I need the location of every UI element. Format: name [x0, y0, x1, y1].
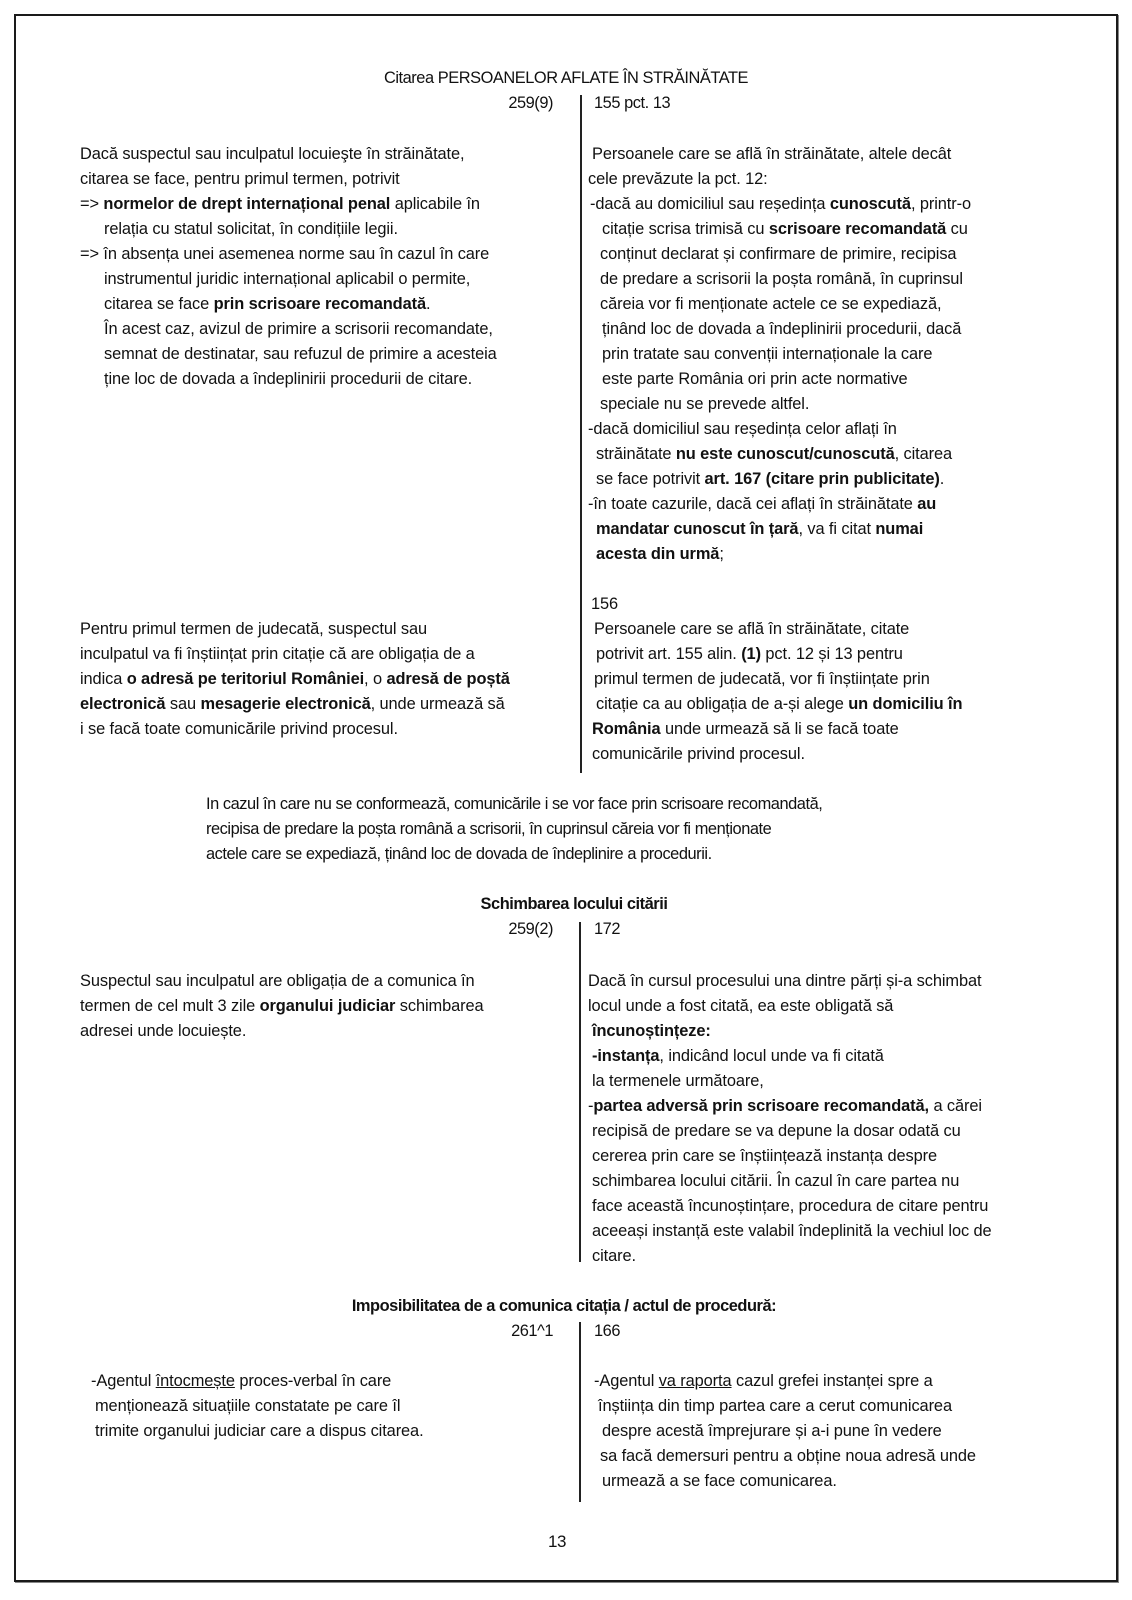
text-run: instrumentul juridic internațional aplicabil o permite, [104, 270, 471, 288]
underlined-text: va raporta [658, 1372, 732, 1390]
text-line [592, 142, 951, 167]
bold-text: România [592, 720, 661, 738]
bold-text: mandatar cunoscut în țară [596, 520, 799, 538]
text-run: . [939, 470, 945, 488]
section-title: Schimbarea locului citării [480, 895, 668, 913]
text-run: -dacă domiciliul sau reședința celor aflați în [588, 420, 897, 438]
text-line [598, 1394, 952, 1419]
text-line [104, 317, 493, 342]
bold-text: normelor de drept internațional penal [103, 195, 391, 213]
text-run: citație scrisa trimisă cu [602, 220, 769, 238]
bold-text: partea adversă prin scrisoare recomandată, [593, 1097, 929, 1115]
text-run: pct. 12 și 13 pentru [760, 645, 903, 663]
note-line: recipisa de predare la poșta română a scrisorii, în cuprinsul căreia vor fi menționate [206, 820, 772, 838]
text-run: este parte România ori prin acte normative [602, 370, 908, 388]
text-line [80, 1019, 246, 1044]
text-line [602, 217, 968, 242]
right-article-ref-2: 156 [591, 595, 619, 613]
text-line [602, 342, 932, 367]
text-run: citație ca au obligația de a-și alege [596, 695, 849, 713]
text-line [80, 192, 480, 217]
text-run: cu [946, 220, 968, 238]
text-run: Persoanele care se află în străinătate, citate [594, 620, 910, 638]
text-line [104, 267, 470, 292]
right-article-ref: 166 [594, 1322, 620, 1340]
text-run: ține loc de dovada a îndeplinirii procedurii de citare. [104, 370, 473, 388]
text-line [596, 692, 962, 717]
column-divider [580, 95, 582, 773]
bold-text: -instanța [592, 1047, 660, 1065]
text-line [592, 1144, 937, 1169]
text-line [596, 642, 903, 667]
text-line [592, 1069, 764, 1094]
text-line [596, 467, 944, 492]
text-run: sa facă demersuri pentru a obține noua adresă unde [600, 1447, 976, 1465]
bold-text: un domiciliu în [848, 695, 963, 713]
text-run: Pentru primul termen de judecată, suspectul sau [80, 620, 427, 638]
text-line [104, 292, 430, 317]
bold-text: încunoștințeze: [592, 1022, 711, 1040]
text-line [592, 1119, 961, 1144]
text-run: , va fi citat [798, 520, 876, 538]
text-line [80, 167, 400, 192]
text-run: la termenele următoare, [592, 1072, 764, 1090]
bold-text: mesagerie electronică [200, 695, 371, 713]
text-run: termen de cel mult 3 zile [80, 997, 260, 1015]
text-line [600, 267, 963, 292]
text-run: => [80, 195, 104, 213]
text-line [588, 492, 936, 517]
text-line [592, 1019, 711, 1044]
bold-text: numai [875, 520, 924, 538]
text-run: de predare a scrisorii la poșta română, în cuprinsul [600, 270, 963, 288]
text-line [596, 542, 724, 567]
bold-text: scrisoare recomandată [768, 220, 947, 238]
text-run: prin tratate sau convenții internaționale la care [602, 345, 933, 363]
text-line [590, 192, 971, 217]
text-line [600, 392, 809, 417]
text-run: unde urmează să li se facă toate [660, 720, 899, 738]
bold-text: (1) [741, 645, 761, 663]
text-run: potrivit art. 155 alin. [596, 645, 742, 663]
bold-text: o adresă pe teritoriul României [126, 670, 365, 688]
text-line [592, 1194, 988, 1219]
text-line [602, 1419, 942, 1444]
text-line [80, 969, 475, 994]
text-run: menționează situațiile constatate pe care îl [95, 1397, 401, 1415]
note-line: actele care se expediază, ținând loc de dovada de îndeplinire a procedurii. [206, 845, 712, 863]
text-line [602, 317, 961, 342]
left-article-ref: 261^1 [511, 1322, 553, 1340]
text-run: , printr-o [910, 195, 971, 213]
text-line [594, 1369, 933, 1394]
note-line: In cazul în care nu se conformează, comunicările i se vor face prin scrisoare recomandată, [206, 795, 823, 813]
text-line [95, 1394, 400, 1419]
text-line [592, 1219, 992, 1244]
text-line [95, 1419, 424, 1444]
text-run: -Agentul [91, 1372, 156, 1390]
text-line [592, 742, 805, 767]
text-run: ; [719, 545, 724, 563]
text-line [592, 717, 899, 742]
text-run: , o [364, 670, 387, 688]
column-divider [579, 1322, 581, 1502]
text-line [594, 667, 930, 692]
right-article-ref: 155 pct. 13 [594, 94, 671, 112]
text-line [592, 1044, 884, 1069]
text-run: Dacă în cursul procesului una dintre părți și-a schimbat [588, 972, 982, 990]
section-title: Citarea PERSOANELOR AFLATE ÎN STRĂINĂTATE [383, 69, 749, 87]
section-title: Imposibilitatea de a comunica citația / actul de procedură: [351, 1297, 777, 1315]
text-line [91, 1369, 391, 1394]
bold-text: prin scrisoare recomandată [213, 295, 426, 313]
text-line [588, 1094, 982, 1119]
text-line [596, 517, 923, 542]
text-run: străinătate [596, 445, 676, 463]
text-run: Suspectul sau inculpatul are obligația de a comunica în [80, 972, 475, 990]
text-run: . [425, 295, 431, 313]
text-line [596, 442, 952, 467]
text-run: speciale nu se prevede altfel. [600, 395, 810, 413]
text-line [80, 617, 427, 642]
text-line [80, 692, 505, 717]
text-run: conținut declarat și confirmare de primire, recipisa [600, 245, 957, 263]
text-run: trimite organului judiciar care a dispus citarea. [95, 1422, 424, 1440]
text-line [588, 994, 893, 1019]
text-run: comunicările privind procesul. [592, 745, 805, 763]
text-line [80, 994, 484, 1019]
text-run: , citarea [894, 445, 953, 463]
text-run: ținând loc de dovada a îndeplinirii procedurii, dacă [602, 320, 962, 338]
bold-text: art. 167 (citare prin publicitate) [704, 470, 940, 488]
text-run: i se facă toate comunicările privind procesul. [80, 720, 398, 738]
text-run: În acest caz, avizul de primire a scrisorii recomandate, [104, 320, 493, 338]
underlined-text: întocmește [155, 1372, 235, 1390]
right-article-ref: 172 [594, 920, 620, 938]
text-run: a cărei [928, 1097, 982, 1115]
bold-text: electronică [80, 695, 166, 713]
text-run: -Agentul [594, 1372, 659, 1390]
column-divider [579, 922, 581, 1262]
text-run: aceeași instanță este valabil îndeplinită la vechiul loc de [592, 1222, 992, 1240]
text-line [80, 667, 510, 692]
text-run: semnat de destinatar, sau refuzul de primire a acesteia [104, 345, 497, 363]
text-run: se face potrivit [596, 470, 705, 488]
text-line [104, 217, 398, 242]
bold-text: organului judiciar [259, 997, 396, 1015]
text-run: sau [165, 695, 201, 713]
bold-text: au [917, 495, 937, 513]
text-line [600, 242, 956, 267]
text-line [602, 1469, 837, 1494]
text-line [588, 167, 768, 192]
text-run: citare. [592, 1247, 636, 1265]
text-run: => în absența unei asemenea norme sau în cazul în care [80, 245, 490, 263]
bold-text: nu este cunoscut/cunoscută [675, 445, 895, 463]
text-run: relația cu statul solicitat, în condițiile legii. [104, 220, 398, 238]
text-line [600, 292, 941, 317]
text-run: aplicabile în [390, 195, 480, 213]
text-line [600, 1444, 976, 1469]
text-run: inculpatul va fi înștiințat prin citație că are obligația de a [80, 645, 475, 663]
text-run: Dacă suspectul sau inculpatul locuieşte în străinătate, [80, 145, 465, 163]
page-number: 13 [548, 1532, 567, 1551]
text-line [104, 342, 497, 367]
text-run: indica [80, 670, 127, 688]
text-run: cererea prin care se înștiințează instanța despre [592, 1147, 937, 1165]
text-run: înștiința din timp partea care a cerut comunicarea [598, 1397, 952, 1415]
text-run: -dacă au domiciliul sau reședința [590, 195, 830, 213]
text-run: căreia vor fi menționate actele ce se expediază, [600, 295, 942, 313]
left-article-ref: 259(9) [508, 94, 553, 112]
text-run: schimbarea locului citării. În cazul în care partea nu [592, 1172, 960, 1190]
text-line [104, 367, 472, 392]
text-run: - [588, 1097, 594, 1115]
text-line [80, 717, 398, 742]
text-line [594, 617, 909, 642]
text-run: Persoanele care se află în străinătate, altele decât [592, 145, 952, 163]
text-run: locul unde a fost citată, ea este obligată să [588, 997, 894, 1015]
text-line [80, 642, 475, 667]
text-run: recipisă de predare se va depune la dosar odată cu [592, 1122, 961, 1140]
text-run: cazul grefei instanței spre a [731, 1372, 933, 1390]
text-line [592, 1169, 959, 1194]
text-run: primul termen de judecată, vor fi înștiințate prin [594, 670, 930, 688]
text-run: proces-verbal în care [234, 1372, 392, 1390]
text-run: citarea se face, pentru primul termen, potrivit [80, 170, 400, 188]
text-run: despre acestă împrejurare și a-i pune în vedere [602, 1422, 942, 1440]
text-run: -în toate cazurile, dacă cei aflați în străinătate [588, 495, 918, 513]
text-run: adresei unde locuiește. [80, 1022, 247, 1040]
text-run: schimbarea [395, 997, 484, 1015]
text-run: urmează a se face comunicarea. [602, 1472, 837, 1490]
text-line [588, 417, 897, 442]
bold-text: acesta din urmă [596, 545, 720, 563]
text-run: , unde urmează să [370, 695, 505, 713]
left-article-ref: 259(2) [508, 920, 553, 938]
text-line [588, 969, 981, 994]
text-line [80, 142, 464, 167]
text-run: , indicând locul unde va fi citată [659, 1047, 884, 1065]
text-line [592, 1244, 636, 1269]
text-line [602, 367, 908, 392]
text-line [80, 242, 489, 267]
bold-text: cunoscută [829, 195, 911, 213]
text-run: face această încunoștințare, procedura de citare pentru [592, 1197, 989, 1215]
bold-text: adresă de poștă [386, 670, 510, 688]
text-run: cele prevăzute la pct. 12: [588, 170, 768, 188]
text-run: citarea se face [104, 295, 214, 313]
